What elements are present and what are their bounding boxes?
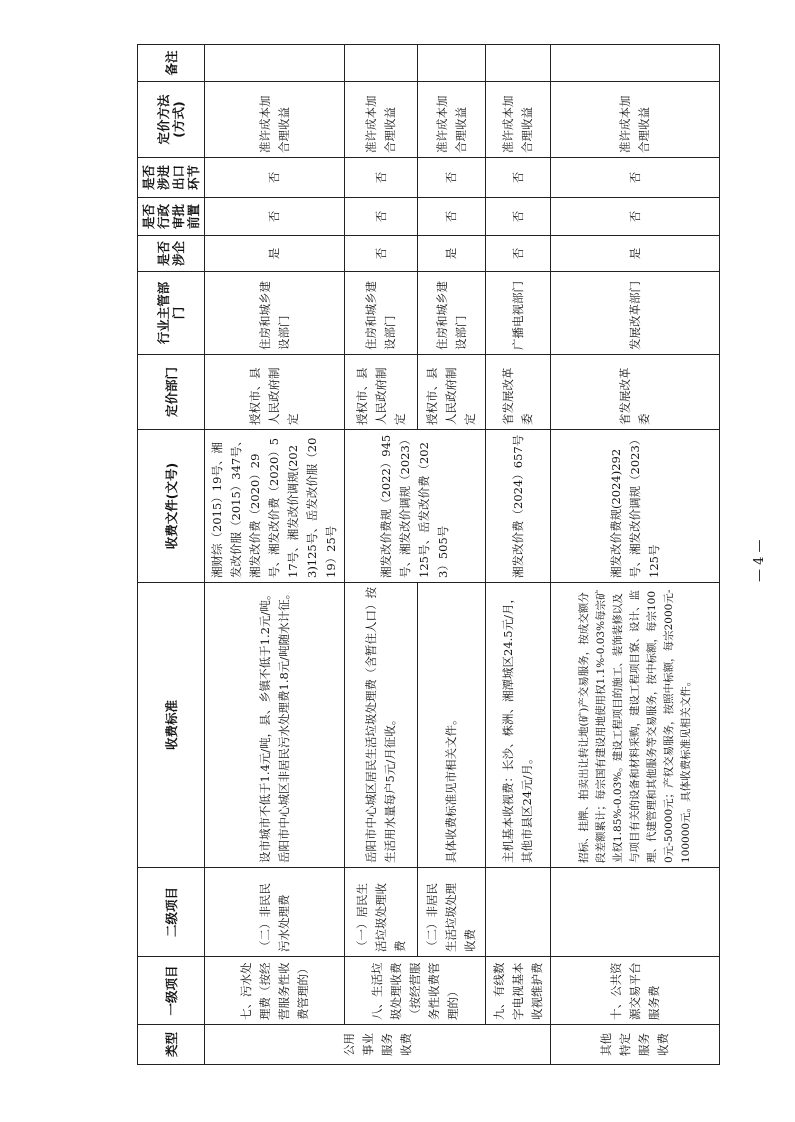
method-cell: 准许成本加合理收益 bbox=[486, 82, 551, 158]
enterprise-cell: 是 bbox=[205, 236, 345, 272]
approval-cell: 否 bbox=[345, 198, 418, 236]
approval-cell: 否 bbox=[418, 198, 486, 236]
remark-cell bbox=[345, 45, 418, 82]
header-level2: 二级项目 bbox=[138, 868, 205, 957]
header-approval: 是否行政审批前置 bbox=[138, 198, 205, 236]
header-type: 类型 bbox=[138, 1025, 205, 1065]
level2-cell bbox=[486, 868, 551, 957]
level1-cell: 八、生活垃圾处理收费（按经营服务性收费管理的） bbox=[345, 957, 486, 1025]
enterprise-cell: 否 bbox=[345, 236, 418, 272]
header-level1: 一级项目 bbox=[138, 957, 205, 1025]
pricing-dept-cell: 授权市、县人民政府制定 bbox=[205, 355, 345, 430]
level2-cell: （二）非民民污水处理费 bbox=[205, 868, 345, 957]
enterprise-cell: 是 bbox=[551, 236, 720, 272]
remark-cell bbox=[551, 45, 720, 82]
industry-dept-cell: 住房和城乡建设部门 bbox=[418, 272, 486, 355]
standard-cell: 设市城市不低于1.4元/吨，县、乡镇不低于1.2元/吨。岳阳市中心城区非居民污水处理费1.8元/吨随水计征。 bbox=[205, 583, 345, 868]
method-cell: 准许成本加合理收益 bbox=[551, 82, 720, 158]
docs-cell: 湘财综（2015）19号、湘发改价服（2015）347号、湘发改价费（2020）29号、湘发改价费（2020）517号、湘发改价调规(2023)125号、岳发改价服（2019）25号 bbox=[205, 430, 345, 583]
import-export-cell: 否 bbox=[345, 158, 418, 198]
fee-table bbox=[137, 44, 720, 1065]
type-cell: 公用事业服务收费 bbox=[205, 1025, 551, 1065]
pricing-dept-cell: 授权市、县人民政府制定 bbox=[418, 355, 486, 430]
header-row bbox=[138, 45, 205, 1065]
table-row bbox=[345, 45, 418, 1065]
standard-cell: 招标、挂牌、拍卖出让转让地(矿)产交易服务，按成交额分段差额累计；每宗国有建设用地使用权1.1%-0.03%每宗矿业权1.85%-0.03%。建设工程项目的施工、装饰装修以及与项目有关的设备和材料采购，建设工程项目寮、设计、监理、代建管理和其他服务等交易服务，按中标额，每宗1000元-50000元；产权交易服务，按照中标额，每宗2000元-100000元。具体收费标准见相关文件。 bbox=[551, 583, 720, 868]
level2-cell: （二）非居民生活垃圾处理收费 bbox=[418, 868, 486, 957]
approval-cell: 否 bbox=[205, 198, 345, 236]
header-remark: 备注 bbox=[138, 45, 205, 82]
import-export-cell: 否 bbox=[418, 158, 486, 198]
docs-cell: 湘发改价费（2024）657号 bbox=[486, 430, 551, 583]
standard-cell: 岳阳市中心城区居民生活垃圾处理费（含暂住人口）按生活用水量每户5元/月征收。 bbox=[345, 583, 418, 868]
header-enterprise: 是否涉企 bbox=[138, 236, 205, 272]
industry-dept-cell: 发展改革部门 bbox=[551, 272, 720, 355]
pricing-dept-cell: 省发展改革委 bbox=[486, 355, 551, 430]
level2-cell: （一）居民生活垃圾处理收费 bbox=[345, 868, 418, 957]
header-pricing-dept: 定价部门 bbox=[138, 355, 205, 430]
header-import-export: 是否涉进出口环节 bbox=[138, 158, 205, 198]
pricing-dept-cell: 省发展改革委 bbox=[551, 355, 720, 430]
industry-dept-cell: 住房和城乡建设部门 bbox=[205, 272, 345, 355]
pricing-dept-cell: 授权市、县人民政府制定 bbox=[345, 355, 418, 430]
table-row bbox=[205, 45, 345, 1065]
table-row bbox=[486, 45, 551, 1065]
standard-cell: 主机基本收视费：长沙、株洲、湘潭城区24.5元/月，其他市县区24元/月。 bbox=[486, 583, 551, 868]
method-cell: 准许成本加合理收益 bbox=[418, 82, 486, 158]
remark-cell bbox=[486, 45, 551, 82]
standard-cell: 具体收费标准见市相关文件。 bbox=[418, 583, 486, 868]
level1-cell: 七、污水处理费（按经营服务性收费管理的） bbox=[205, 957, 345, 1025]
import-export-cell: 否 bbox=[205, 158, 345, 198]
enterprise-cell: 是 bbox=[418, 236, 486, 272]
remark-cell bbox=[205, 45, 345, 82]
header-docs: 收费文件(文号) bbox=[138, 430, 205, 583]
level2-cell bbox=[551, 868, 720, 957]
level1-cell: 九、有线数字电视基本收视维护费 bbox=[486, 957, 551, 1025]
page-number: — 4 — bbox=[752, 539, 767, 582]
type-cell: 其他特定服务收费 bbox=[551, 1025, 720, 1065]
approval-cell: 否 bbox=[551, 198, 720, 236]
industry-dept-cell: 广播电视部门 bbox=[486, 272, 551, 355]
header-method: 定价方法(方式) bbox=[138, 82, 205, 158]
import-export-cell: 否 bbox=[486, 158, 551, 198]
method-cell: 准许成本加合理收益 bbox=[205, 82, 345, 158]
remark-cell bbox=[418, 45, 486, 82]
table-row bbox=[551, 45, 720, 1065]
import-export-cell: 否 bbox=[551, 158, 720, 198]
approval-cell: 否 bbox=[486, 198, 551, 236]
method-cell: 准许成本加合理收益 bbox=[345, 82, 418, 158]
header-standard: 收费标准 bbox=[138, 583, 205, 868]
docs-cell: 湘发改价费规（2022）945号、湘发改价调规（2023）125号、岳发改价费（2023）505号 bbox=[345, 430, 486, 583]
header-industry-dept: 行业主管部门 bbox=[138, 272, 205, 355]
industry-dept-cell: 住房和城乡建设部门 bbox=[345, 272, 418, 355]
level1-cell: 十、公共资源交易平台服务费 bbox=[551, 957, 720, 1025]
enterprise-cell: 否 bbox=[486, 236, 551, 272]
docs-cell: 湘发改价费规(2024)292号、湘发改价调规（2023）125号 bbox=[551, 430, 720, 583]
